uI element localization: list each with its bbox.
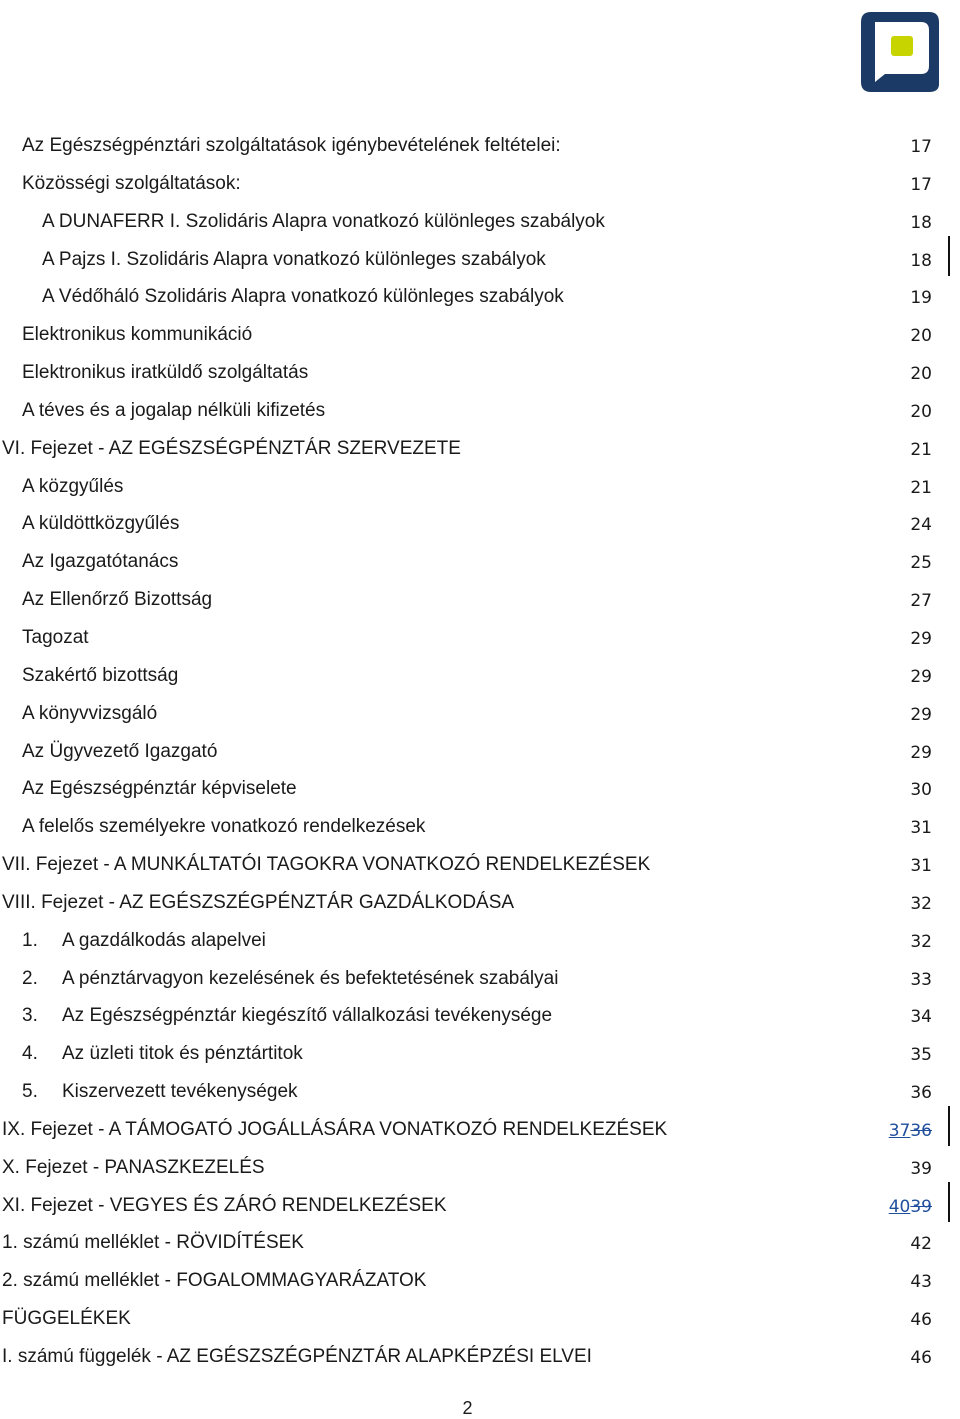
toc-entry[interactable] bbox=[0, 469, 960, 507]
toc-entry-page: 36 bbox=[910, 1083, 932, 1104]
toc-entry-number: 3. bbox=[22, 1005, 38, 1027]
toc-entry[interactable] bbox=[0, 1150, 960, 1188]
toc-entry-page: 39 bbox=[910, 1158, 932, 1179]
toc-entry-label: VI. Fejezet - AZ EGÉSZSÉGPÉNZTÁR SZERVEZETE bbox=[2, 437, 461, 459]
toc-entry-page: 31 bbox=[910, 856, 932, 877]
toc-entry[interactable] bbox=[0, 393, 960, 431]
toc-entry-label bbox=[22, 1081, 298, 1103]
toc-entry-label: X. Fejezet - PANASZKEZELÉS bbox=[2, 1156, 265, 1178]
toc-entry-page: 20 bbox=[910, 364, 932, 385]
toc-entry-page: 46 bbox=[910, 1310, 932, 1331]
toc-entry[interactable] bbox=[0, 279, 960, 317]
toc-entry-label: Az Ügyvezető Igazgató bbox=[22, 740, 218, 762]
toc-entry-page: 24 bbox=[910, 515, 932, 536]
toc-entry-text: A gazdálkodás alapelvei bbox=[62, 929, 266, 951]
toc-entry[interactable] bbox=[0, 1263, 960, 1301]
toc-entry-label: Az Ellenőrző Bizottság bbox=[22, 589, 213, 611]
toc-entry-label: A Védőháló Szolidáris Alapra vonatkozó különleges szabályok bbox=[42, 286, 564, 308]
toc-entry-label bbox=[22, 1043, 303, 1065]
toc-entry-label: Tagozat bbox=[22, 626, 89, 648]
toc-entry[interactable] bbox=[0, 242, 960, 280]
toc-entry[interactable] bbox=[0, 506, 960, 544]
toc-entry[interactable] bbox=[0, 1225, 960, 1263]
toc-entry-page: 35 bbox=[910, 1045, 932, 1066]
deleted-page-number: 39 bbox=[910, 1196, 932, 1217]
toc-entry-label: A Pajzs I. Szolidáris Alapra vonatkozó különleges szabályok bbox=[42, 248, 546, 270]
toc-entry[interactable] bbox=[0, 771, 960, 809]
toc-entry[interactable] bbox=[0, 317, 960, 355]
toc-entry[interactable] bbox=[0, 544, 960, 582]
toc-entry-page: 27 bbox=[910, 591, 932, 612]
toc-entry-page: 17 bbox=[910, 137, 932, 157]
toc-entry[interactable] bbox=[0, 1188, 960, 1226]
toc-entry-page: 30 bbox=[910, 780, 932, 801]
revision-change-bar bbox=[948, 236, 950, 276]
toc-entry-page: 25 bbox=[910, 553, 932, 574]
toc-entry-page: 31 bbox=[910, 818, 932, 839]
toc-entry-text: Az üzleti titok és pénztártitok bbox=[62, 1043, 303, 1065]
toc-entry-page: 32 bbox=[910, 893, 932, 914]
toc-entry-label: Szakértő bizottság bbox=[22, 664, 179, 686]
toc-entry-label bbox=[22, 930, 266, 952]
inserted-page-number: 37 bbox=[888, 1120, 911, 1141]
toc-entry-page: 34 bbox=[910, 1007, 932, 1028]
toc-entry-number: 1. bbox=[22, 929, 38, 951]
toc-entry-label: A DUNAFERR I. Szolidáris Alapra vonatkozó különleges szabályok bbox=[42, 210, 605, 232]
toc-entry-label: A küldöttközgyűlés bbox=[22, 513, 180, 535]
toc-entry-label: Az Egészségpénztár képviselete bbox=[22, 778, 297, 800]
toc-entry[interactable] bbox=[0, 734, 960, 772]
toc-entry-label: A téves és a jogalap nélküli kifizetés bbox=[22, 399, 326, 421]
toc-entry[interactable] bbox=[0, 1112, 960, 1150]
revision-change-bar bbox=[948, 1106, 950, 1146]
toc-entry-number: 5. bbox=[22, 1081, 38, 1103]
toc-entry-page: 29 bbox=[910, 742, 932, 763]
toc-entry-number: 2. bbox=[22, 967, 38, 989]
toc-entry-label: Az Egészségpénztári szolgáltatások igénybevételének feltételei: bbox=[22, 135, 561, 156]
toc-entry-label: Elektronikus kommunikáció bbox=[22, 324, 253, 346]
toc-entry-page bbox=[889, 1197, 932, 1217]
toc-entry-label bbox=[22, 1005, 552, 1027]
toc-entry-page: 33 bbox=[910, 969, 932, 990]
toc-entry-label: A könyvvizsgáló bbox=[22, 702, 158, 724]
toc-entry-page: 20 bbox=[910, 326, 932, 347]
toc-entry-page: 29 bbox=[910, 666, 932, 687]
toc-entry[interactable] bbox=[0, 885, 960, 923]
toc-entry-page: 32 bbox=[910, 931, 932, 952]
table-of-contents bbox=[0, 128, 960, 1377]
toc-entry-number: 4. bbox=[22, 1043, 38, 1065]
toc-entry[interactable] bbox=[0, 847, 960, 885]
toc-entry[interactable] bbox=[0, 166, 960, 204]
toc-entry-label: A felelős személyekre vonatkozó rendelkezések bbox=[22, 816, 426, 838]
toc-entry[interactable] bbox=[0, 1339, 960, 1377]
toc-entry-label: Elektronikus iratküldő szolgáltatás bbox=[22, 362, 309, 384]
toc-entry[interactable] bbox=[0, 961, 960, 999]
toc-entry-page: 19 bbox=[910, 288, 932, 309]
toc-entry-label: XI. Fejezet - VEGYES ÉS ZÁRÓ RENDELKEZÉSEK bbox=[2, 1194, 447, 1216]
inserted-page-number: 40 bbox=[888, 1196, 911, 1217]
toc-entry-page: 46 bbox=[910, 1348, 932, 1368]
toc-entry[interactable] bbox=[0, 204, 960, 242]
toc-entry-label: I. számú függelék - AZ EGÉSZSZÉGPÉNZTÁR ALAPKÉPZÉSI ELVEI bbox=[2, 1346, 592, 1367]
toc-entry-label: IX. Fejezet - A TÁMOGATÓ JOGÁLLÁSÁRA VONATKOZÓ RENDELKEZÉSEK bbox=[2, 1118, 668, 1140]
toc-entry-label bbox=[22, 968, 558, 990]
toc-entry-page bbox=[889, 1121, 932, 1141]
toc-entry-page: 20 bbox=[910, 401, 932, 422]
toc-entry-label: 1. számú melléklet - RÖVIDÍTÉSEK bbox=[2, 1232, 304, 1254]
toc-entry-page: 18 bbox=[910, 250, 932, 271]
toc-entry-page: 42 bbox=[910, 1234, 932, 1255]
toc-entry[interactable] bbox=[0, 582, 960, 620]
toc-entry-page: 17 bbox=[910, 174, 932, 195]
toc-entry-page: 21 bbox=[910, 477, 932, 498]
toc-entry[interactable] bbox=[0, 998, 960, 1036]
toc-entry[interactable] bbox=[0, 1301, 960, 1339]
toc-entry[interactable] bbox=[0, 658, 960, 696]
pajzs-logo bbox=[857, 8, 943, 94]
toc-entry[interactable] bbox=[0, 431, 960, 469]
toc-entry-label: VIII. Fejezet - AZ EGÉSZSZÉGPÉNZTÁR GAZDÁLKODÁSA bbox=[2, 891, 515, 913]
toc-entry[interactable] bbox=[0, 809, 960, 847]
toc-entry-text: Az Egészségpénztár kiegészítő vállalkozási tevékenysége bbox=[62, 1005, 553, 1027]
toc-entry-label: VII. Fejezet - A MUNKÁLTATÓI TAGOKRA VONATKOZÓ RENDELKEZÉSEK bbox=[2, 854, 651, 876]
toc-entry-page: 29 bbox=[910, 704, 932, 725]
toc-entry[interactable] bbox=[0, 1074, 960, 1112]
deleted-page-number: 36 bbox=[910, 1120, 932, 1141]
toc-entry[interactable] bbox=[0, 355, 960, 393]
toc-entry-page: 43 bbox=[910, 1272, 932, 1293]
toc-entry-label: Közösségi szolgáltatások: bbox=[22, 172, 241, 194]
page-number: 2 bbox=[462, 1398, 473, 1418]
toc-entry-label: A közgyűlés bbox=[22, 475, 124, 497]
toc-entry-label: 2. számú melléklet - FOGALOMMAGYARÁZATOK bbox=[2, 1270, 427, 1292]
toc-entry-page: 21 bbox=[910, 439, 932, 460]
toc-entry[interactable] bbox=[0, 1036, 960, 1074]
toc-entry-page: 29 bbox=[910, 628, 932, 649]
revision-change-bar bbox=[948, 1182, 950, 1222]
toc-entry[interactable] bbox=[0, 696, 960, 734]
toc-entry-label: Az Igazgatótanács bbox=[22, 551, 179, 573]
toc-entry-text: A pénztárvagyon kezelésének és befektetésének szabályai bbox=[62, 967, 559, 989]
toc-entry[interactable] bbox=[0, 620, 960, 658]
toc-entry-text: Kiszervezett tevékenységek bbox=[62, 1081, 298, 1103]
toc-entry-label: FÜGGELÉKEK bbox=[2, 1308, 131, 1330]
toc-entry-page: 18 bbox=[910, 212, 932, 233]
toc-entry[interactable] bbox=[0, 128, 960, 166]
toc-entry[interactable] bbox=[0, 923, 960, 961]
